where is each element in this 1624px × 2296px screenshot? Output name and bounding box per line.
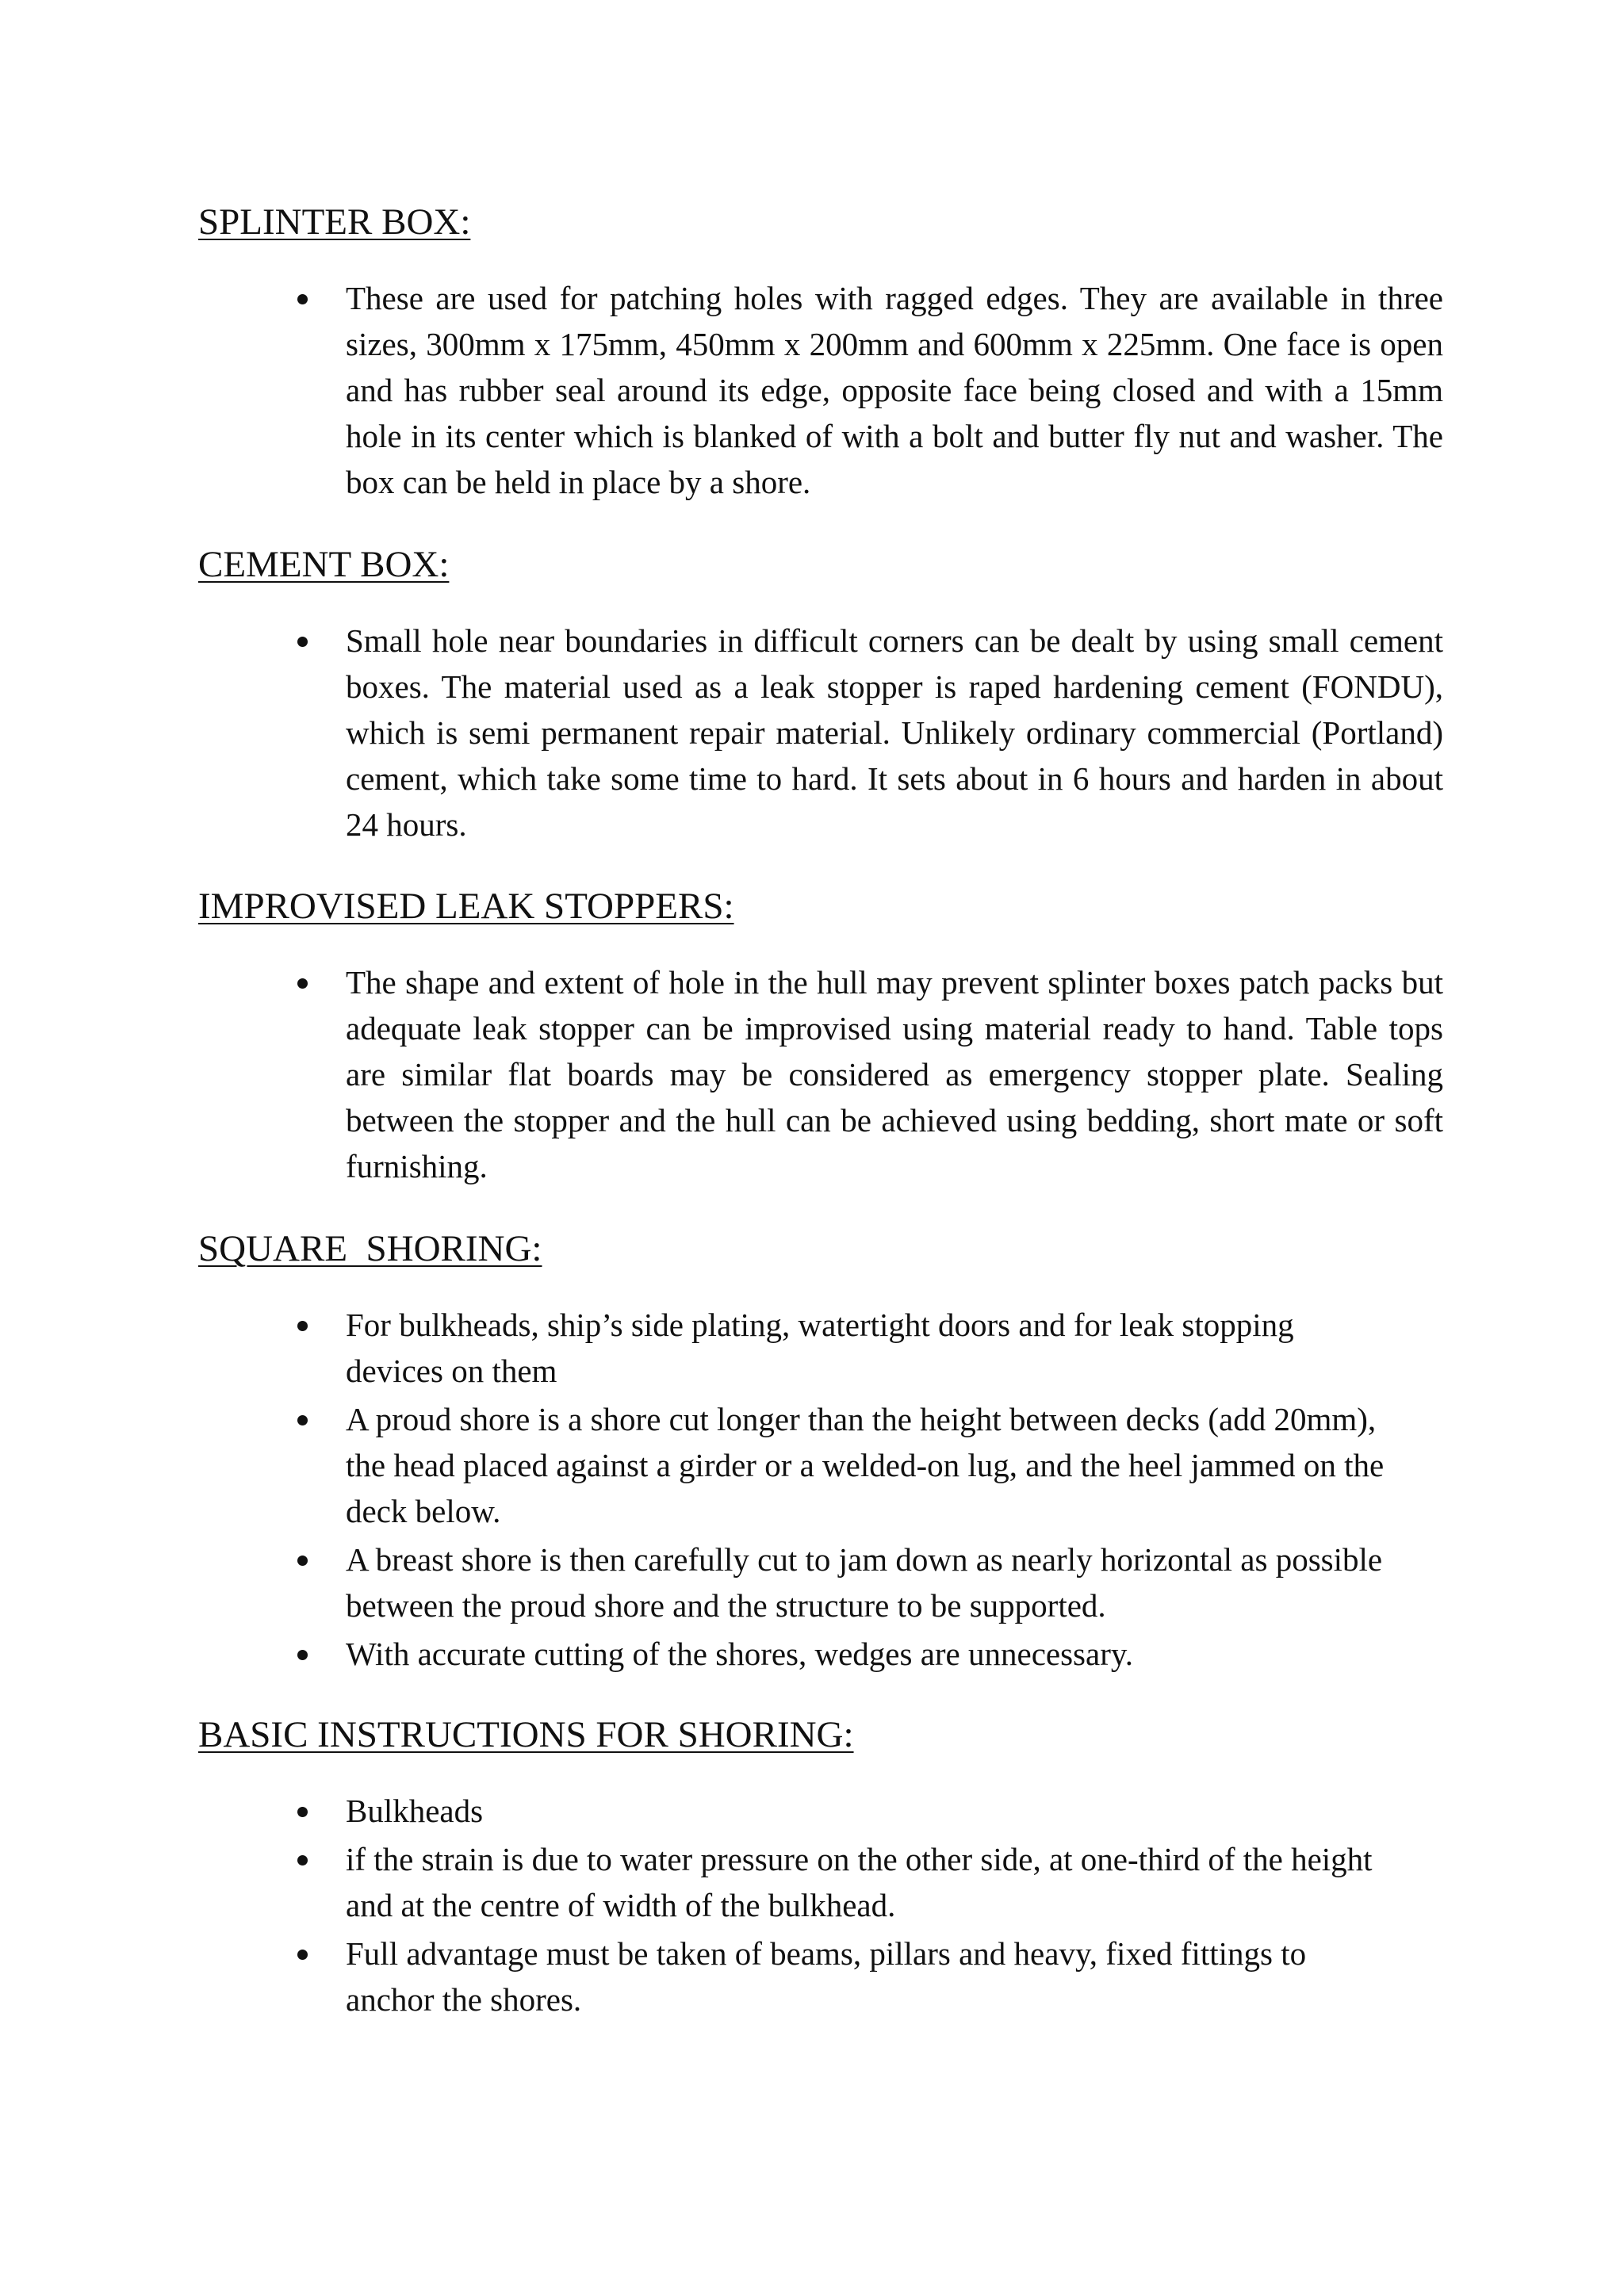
bullet-icon <box>297 978 308 989</box>
bullet-list <box>198 618 1443 848</box>
list-item-text: These are used for patching holes with ragged edges. They are available in three sizes, 300mm x 175mm, 450mm x 200mm and 600mm x 225mm. One face is open and has rubber seal around its edge, opposite face being closed and with a 15mm hole in its center which is blanked of with a bolt and butter fly nut and washer. The box can be held in place by a shore. <box>346 280 1443 500</box>
list-item <box>198 1302 1396 1394</box>
section-splinter-box <box>198 200 1443 505</box>
bullet-list <box>198 1302 1396 1677</box>
list-item <box>198 1536 1396 1628</box>
list-item-text: For bulkheads, ship’s side plating, watertight doors and for leak stopping devices on them <box>346 1307 1294 1389</box>
list-item <box>198 1396 1396 1534</box>
section-square-shoring <box>198 1226 1443 1677</box>
bullet-icon <box>297 1950 308 1960</box>
list-item-text: if the strain is due to water pressure on the other side, at one-third of the height and at the centre of width of the bulkhead. <box>346 1841 1373 1923</box>
list-item-text: Full advantage must be taken of beams, pillars and heavy, fixed fittings to anchor the shores. <box>346 1935 1307 2018</box>
list-item <box>198 1931 1396 2022</box>
bullet-icon <box>297 1807 308 1817</box>
bullet-icon <box>297 1855 308 1866</box>
list-item-text: With accurate cutting of the shores, wedges are unnecessary. <box>346 1636 1133 1672</box>
bullet-icon <box>297 294 308 304</box>
list-item <box>198 1631 1396 1677</box>
bullet-list <box>198 275 1443 505</box>
bullet-list <box>198 959 1443 1189</box>
bullet-list <box>198 1788 1396 2022</box>
list-item-text: The shape and extent of hole in the hull may prevent splinter boxes patch packs but adequate leak stopper can be improvised using material ready to hand. Table tops are similar flat boards may be considered as emergency stopper plate. Sealing between the stopper and the hull can be achieved using bedding, short mate or soft furnishing. <box>346 964 1443 1184</box>
bullet-icon <box>297 1556 308 1566</box>
list-item-text: Bulkheads <box>346 1793 484 1829</box>
section-heading: IMPROVISED LEAK STOPPERS: <box>198 886 734 927</box>
list-item <box>198 959 1443 1189</box>
bullet-icon <box>297 1321 308 1331</box>
section-heading: SPLINTER BOX: <box>198 201 471 243</box>
section-cement-box <box>198 542 1443 848</box>
list-item <box>198 1788 1396 1834</box>
section-heading: CEMENT BOX: <box>198 544 450 585</box>
section-heading: SQUARE SHORING: <box>198 1228 542 1269</box>
list-item-text: A proud shore is a shore cut longer than the height between decks (add 20mm), the head placed against a girder or a welded-on lug, and the heel jammed on the deck below. <box>346 1401 1385 1529</box>
list-item-text: A breast shore is then carefully cut to jam down as nearly horizontal as possible between the proud shore and the structure to be supported. <box>346 1541 1383 1624</box>
bullet-icon <box>297 1415 308 1425</box>
bullet-icon <box>297 1650 308 1660</box>
section-basic-instructions-shoring <box>198 1712 1443 2022</box>
bullet-icon <box>297 637 308 647</box>
section-heading: BASIC INSTRUCTIONS FOR SHORING: <box>198 1714 854 1755</box>
list-item <box>198 275 1443 505</box>
section-improvised-leak-stoppers <box>198 884 1443 1189</box>
list-item <box>198 1836 1396 1928</box>
list-item-text: Small hole near boundaries in difficult corners can be dealt by using small cement boxes. The material used as a leak stopper is raped hardening cement (FONDU), which is semi permanent repair material. Unlikely ordinary commercial (Portland) cement, which take some time to hard. It sets about in 6 hours and harden in about 24 hours. <box>346 622 1443 843</box>
list-item <box>198 618 1443 848</box>
